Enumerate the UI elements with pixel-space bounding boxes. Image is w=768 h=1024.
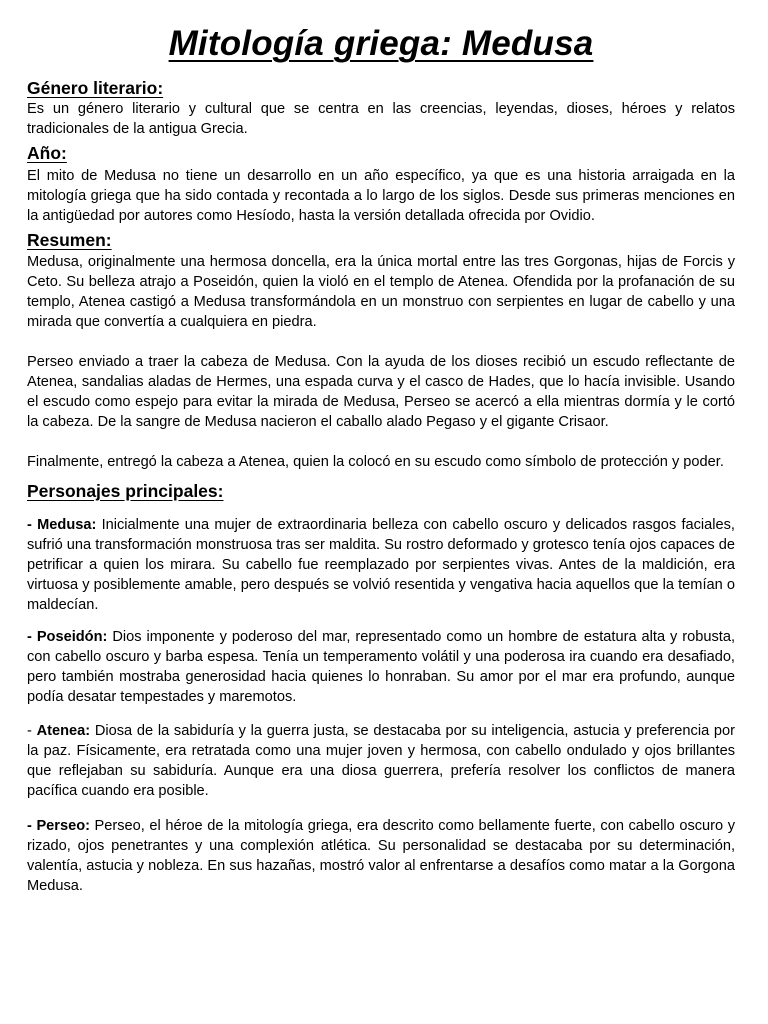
character-dash: - bbox=[27, 517, 38, 533]
anio-text: El mito de Medusa no tiene un desarrollo en un año específico, ya que es una historia arraigada en la mitología griega que ha sido contada y recontada a lo largo de los siglos. Desde sus primeras menciones en la antigüedad por autores como Hesíodo, hasta la versión detallada ofrecida por Ovidio. bbox=[27, 168, 735, 224]
genero-text: Es un género literario y cultural que se centra en las creencias, leyendas, dioses, héroes y relatos tradicionales de la antigua Grecia. bbox=[27, 101, 735, 137]
character-medusa bbox=[27, 515, 735, 615]
section-heading-resumen: Resumen: bbox=[27, 230, 112, 250]
character-name-perseo: Perseo: bbox=[36, 818, 90, 834]
character-description-atenea: Diosa de la sabiduría y la guerra justa, se destacaba por su inteligencia, astucia y preferencia por la paz. Físicamente, era retratada como una mujer joven y hermosa, con cabello ondulado y ojos brillantes que reflejaban su sabiduría. Aunque era una diosa guerrera, prefería resolver los conflictos de manera pacífica cuando era posible. bbox=[27, 723, 735, 799]
character-name-atenea: Atenea: bbox=[36, 723, 91, 739]
resumen-paragraph-1: Medusa, originalmente una hermosa doncella, era la única mortal entre las tres Gorgonas, hijas de Forcis y Ceto. Su belleza atrajo a Poseidón, quien la violó en el templo de Atenea. Ofendida por la profanación de su templo, Atenea castigó a Medusa transformándola en un monstruo con serpientes en lugar de cabello y una mirada que convertía a cualquiera en piedra. bbox=[27, 254, 735, 330]
section-heading-genero: Género literario: bbox=[27, 78, 164, 98]
character-dash: - bbox=[27, 818, 37, 834]
character-poseidon bbox=[27, 627, 735, 707]
document-title: Mitología griega: Medusa bbox=[168, 24, 594, 63]
character-perseo bbox=[27, 816, 735, 896]
resumen-paragraph-3: Finalmente, entregó la cabeza a Atenea, quien la colocó en su escudo como símbolo de protección y poder. bbox=[27, 454, 724, 470]
character-atenea bbox=[27, 721, 735, 801]
character-description-poseidon: Dios imponente y poderoso del mar, representado como un hombre de estatura alta y robusta, con cabello oscuro y barba espesa. Tenía un temperamento volátil y una poderosa ira cuando era desafiado, pero también mostraba generosidad hacia quienes lo honraban. Su amor por el mar era profundo, aunque podía desatar tempestades y maremotos. bbox=[27, 629, 735, 705]
resumen-paragraph-2: Perseo enviado a traer la cabeza de Medusa. Con la ayuda de los dioses recibió un escudo reflectante de Atenea, sandalias aladas de Hermes, una espada curva y el casco de Hades, que lo hacía invisible. Usando el escudo como espejo para evitar la mirada de Medusa, Perseo se acercó a ella mientras dormía y le cortó la cabeza. De la sangre de Medusa nacieron el caballo alado Pegaso y el gigante Crisaor. bbox=[27, 354, 735, 430]
character-description-perseo: Perseo, el héroe de la mitología griega, era descrito como bellamente fuerte, con cabello oscuro y rizado, ojos penetrantes y una complexión atlética. Su personalidad se destacaba por su determinación, valentía, astucia y nobleza. En sus hazañas, mostró valor al enfrentarse a desafíos como matar a la Gorgona Medusa. bbox=[27, 818, 735, 894]
section-heading-anio: Año: bbox=[27, 143, 67, 163]
character-name-poseidon: Poseidón: bbox=[36, 629, 108, 645]
character-dash: - bbox=[27, 723, 37, 739]
section-heading-personajes: Personajes principales: bbox=[27, 481, 224, 501]
character-name-medusa: Medusa: bbox=[37, 517, 97, 533]
character-dash: - bbox=[27, 629, 37, 645]
character-description-medusa: Inicialmente una mujer de extraordinaria belleza con cabello oscuro y delicados rasgos faciales, sufrió una transformación monstruosa tras ser maldita. Su rostro deformado y grotesco tenía ojos capaces de petrificar a quien los mirara. Su cabello fue reemplazado por serpientes vivas. Antes de la maldición, era virtuosa y posiblemente amable, pero después se volvió resentida y vengativa hacia aquellos que la temían o maldecían. bbox=[27, 517, 735, 613]
